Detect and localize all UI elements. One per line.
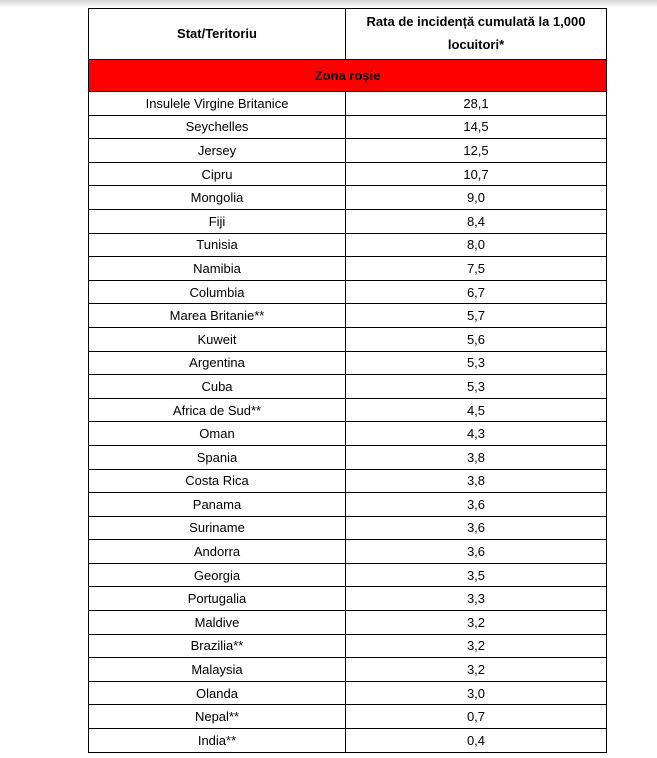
table-row (89, 209, 607, 233)
state-cell: Panama (89, 493, 346, 517)
state-cell: Brazilia** (89, 634, 346, 658)
state-cell: Cipru (89, 162, 346, 186)
table-row (89, 115, 607, 139)
table-row (89, 493, 607, 517)
rate-cell: 5,7 (346, 304, 607, 328)
rate-cell: 3,0 (346, 681, 607, 705)
state-cell: Spania (89, 445, 346, 469)
rate-cell: 4,5 (346, 398, 607, 422)
table-row (89, 139, 607, 163)
rate-cell: 3,2 (346, 634, 607, 658)
table-row (89, 375, 607, 399)
column-header-rate: Rata de incidență cumulată la 1,000 locuitori* (346, 9, 607, 60)
table-row (89, 587, 607, 611)
document-page (88, 8, 607, 753)
state-cell: Africa de Sud** (89, 398, 346, 422)
zone-banner-label: Zona roșie (89, 60, 607, 92)
rate-cell: 3,5 (346, 563, 607, 587)
incidence-table (88, 8, 607, 753)
table-row (89, 540, 607, 564)
rate-cell: 4,3 (346, 422, 607, 446)
state-cell: Fiji (89, 209, 346, 233)
table-row (89, 327, 607, 351)
rate-cell: 12,5 (346, 139, 607, 163)
table-row (89, 304, 607, 328)
table-row (89, 658, 607, 682)
table-row (89, 351, 607, 375)
zone-banner-row (89, 60, 607, 92)
state-cell: Marea Britanie** (89, 304, 346, 328)
rate-cell: 3,8 (346, 445, 607, 469)
state-cell: Nepal** (89, 705, 346, 729)
rate-cell: 3,8 (346, 469, 607, 493)
table-row (89, 162, 607, 186)
table-row (89, 516, 607, 540)
state-cell: Mongolia (89, 186, 346, 210)
state-cell: Columbia (89, 280, 346, 304)
rate-cell: 10,7 (346, 162, 607, 186)
state-cell: Oman (89, 422, 346, 446)
rate-cell: 5,3 (346, 351, 607, 375)
table-row (89, 398, 607, 422)
page-top-shadow (0, 0, 657, 8)
table-row (89, 681, 607, 705)
rate-cell: 8,0 (346, 233, 607, 257)
table-row (89, 634, 607, 658)
table-row (89, 563, 607, 587)
state-cell: Costa Rica (89, 469, 346, 493)
rate-cell: 28,1 (346, 92, 607, 116)
table-row (89, 186, 607, 210)
rate-cell: 3,6 (346, 493, 607, 517)
state-cell: India** (89, 729, 346, 753)
state-cell: Cuba (89, 375, 346, 399)
table-row (89, 729, 607, 753)
state-cell: Tunisia (89, 233, 346, 257)
rate-cell: 7,5 (346, 257, 607, 281)
rate-cell: 6,7 (346, 280, 607, 304)
rate-cell: 3,3 (346, 587, 607, 611)
state-cell: Namibia (89, 257, 346, 281)
table-body (89, 92, 607, 753)
rate-cell: 5,3 (346, 375, 607, 399)
state-cell: Insulele Virgine Britanice (89, 92, 346, 116)
table-row (89, 705, 607, 729)
state-cell: Portugalia (89, 587, 346, 611)
state-cell: Maldive (89, 611, 346, 635)
state-cell: Andorra (89, 540, 346, 564)
state-cell: Kuweit (89, 327, 346, 351)
state-cell: Malaysia (89, 658, 346, 682)
rate-cell: 3,2 (346, 658, 607, 682)
rate-cell: 5,6 (346, 327, 607, 351)
table-row (89, 257, 607, 281)
rate-cell: 0,4 (346, 729, 607, 753)
table-row (89, 280, 607, 304)
header-row (89, 9, 607, 60)
state-cell: Olanda (89, 681, 346, 705)
rate-cell: 3,6 (346, 516, 607, 540)
table-row (89, 233, 607, 257)
state-cell: Seychelles (89, 115, 346, 139)
column-header-state: Stat/Teritoriu (89, 9, 346, 60)
state-cell: Argentina (89, 351, 346, 375)
rate-cell: 0,7 (346, 705, 607, 729)
state-cell: Jersey (89, 139, 346, 163)
table-row (89, 469, 607, 493)
table-header (89, 9, 607, 92)
table-row (89, 422, 607, 446)
rate-cell: 8,4 (346, 209, 607, 233)
rate-cell: 14,5 (346, 115, 607, 139)
state-cell: Georgia (89, 563, 346, 587)
table-row (89, 92, 607, 116)
table-row (89, 611, 607, 635)
rate-cell: 9,0 (346, 186, 607, 210)
rate-cell: 3,2 (346, 611, 607, 635)
state-cell: Suriname (89, 516, 346, 540)
rate-cell: 3,6 (346, 540, 607, 564)
table-row (89, 445, 607, 469)
